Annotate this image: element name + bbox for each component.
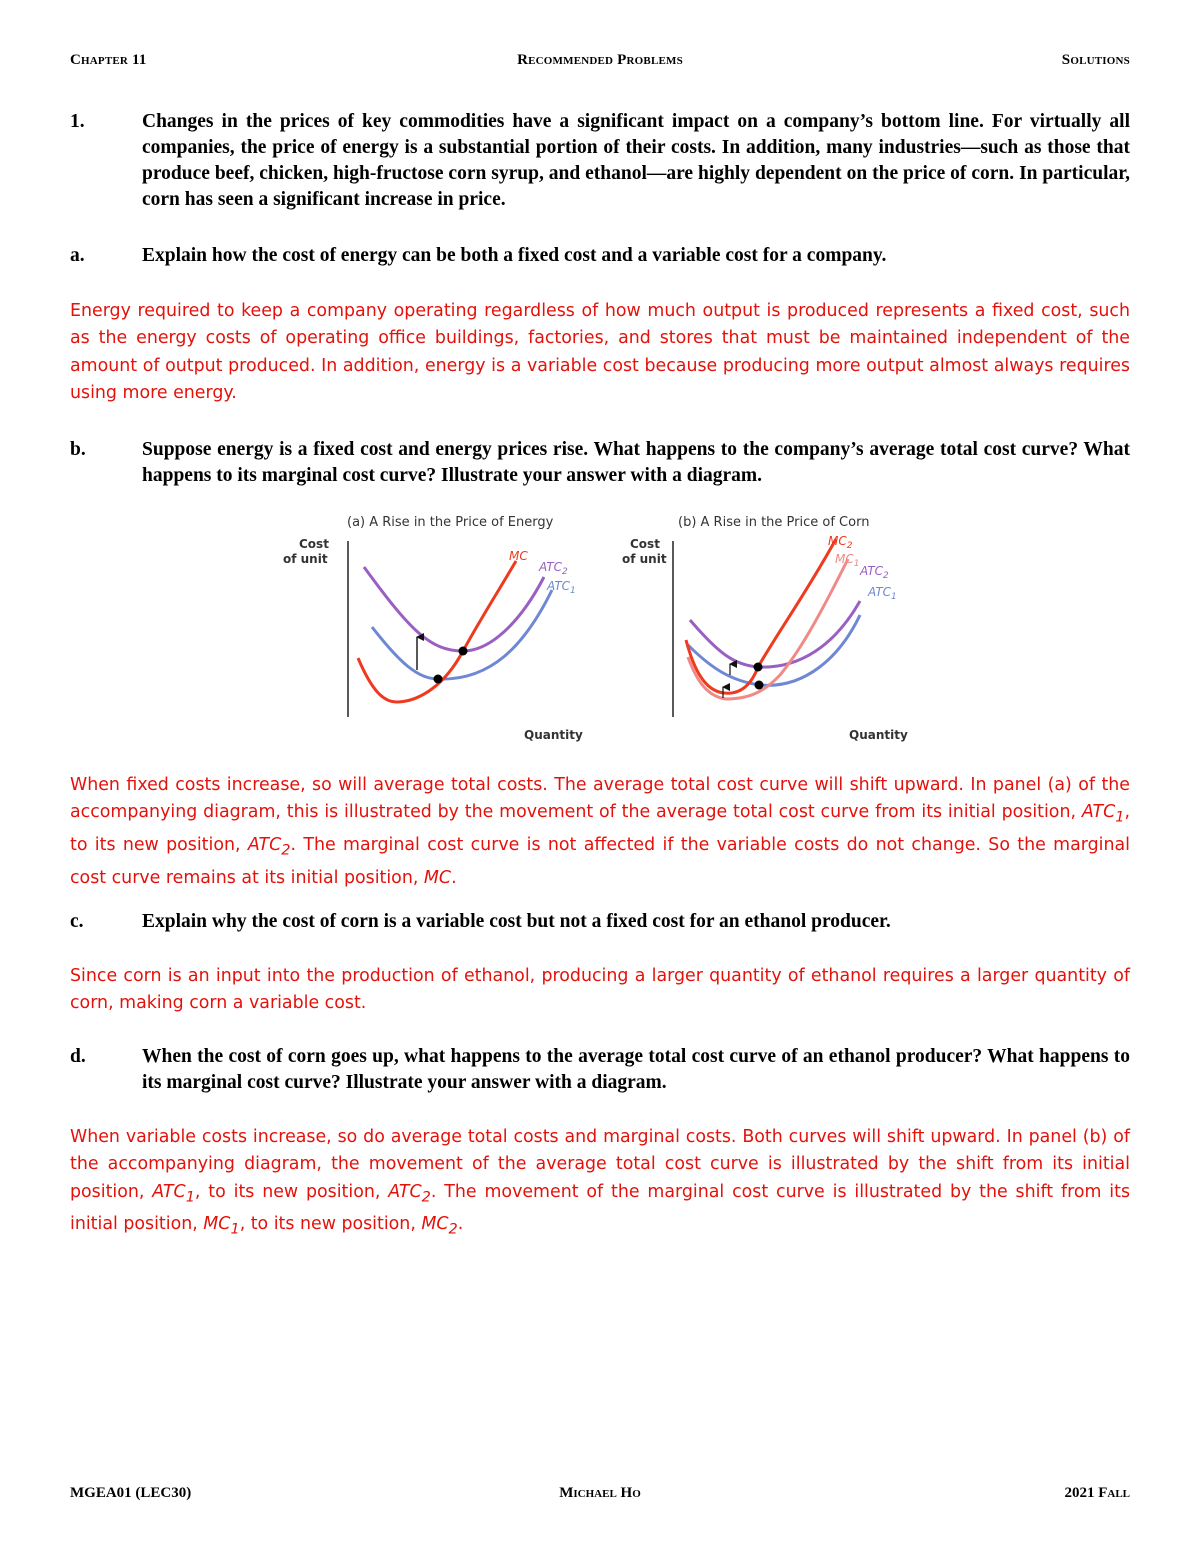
footer-course: MGEA01 (LEC30) [70,1485,192,1501]
part-b-atc2-sub: 2 [281,842,291,859]
panel-b-mc1-curve [688,559,848,699]
part-b-question [70,437,1130,489]
part-b-answer-1: When fixed costs increase, so will average total costs. The average total cost curve will shift upward. In panel (a) of the accompanying diagram, this is illustrated by the movement of the average total cost curve from its initial position, [70,775,1130,823]
part-d-answer-3: . The movement of the marginal cost curve is illustrated by the shift from its initial position, [70,1181,1130,1235]
header-title: Recommended Problems [517,52,683,68]
part-d-atc1: ATC [152,1181,186,1202]
panel-b-atc1-label: $ATC_1$ [868,585,897,602]
footer-year: 2021 [1064,1485,1095,1501]
panel-b-mc1-label: $MC_1$ [835,552,860,569]
panel-b-title: (b) A Rise in the Price of Corn [678,515,870,530]
part-d-answer-4: , to its new position, [239,1214,422,1235]
part-d-question [70,1044,1130,1096]
panel-b-atc2-curve [690,601,860,667]
part-a-label: a. [70,245,85,266]
part-b-atc1-sub: 1 [1115,809,1125,826]
panel-a-atc2-curve [364,567,544,651]
footer-season: Fall [1098,1485,1130,1501]
part-d-answer-5: . [457,1214,464,1235]
part-c-answer: Since corn is an input into the production of ethanol, producing a larger quantity of ethanol requires a larger quantity of corn, making corn a variable cost. [70,966,1130,1014]
part-c-label: c. [70,911,84,932]
panel-a-title: (a) A Rise in the Price of Energy [347,515,554,530]
part-b-answer-3: . The marginal cost curve is not affected if the variable costs do not change. So the marginal cost curve remains at its initial position, [70,835,1130,888]
part-d-mc1-sub: 1 [230,1221,240,1238]
panel-a-atc1-label: $ATC_1$ [547,579,576,596]
panel-a-atc1-min-point [434,675,443,684]
part-a-question [70,243,1130,269]
part-d-atc1-sub: 1 [185,1189,195,1206]
panel-a-mc-label: MC [509,549,528,563]
panel-b-mc2-label: $MC_2$ [828,534,853,551]
part-d-answer [70,1124,1130,1244]
panel-a-ylabel-2: of unit [283,552,328,566]
panel-a-atc2-min-point [459,647,468,656]
panel-a-xlabel: Quantity [524,728,583,742]
part-b-answer-4: . [451,867,457,888]
panel-b [622,515,908,742]
page-header [70,52,1130,72]
page-footer [70,1485,1130,1505]
part-b-label: b. [70,439,86,460]
panel-b-atc2-min-point [754,663,763,672]
part-d-mc1: MC [203,1214,231,1235]
part-d-mc2: MC [421,1214,449,1235]
part-b-answer-2: , to its new position, [70,802,1130,856]
header-solutions: Solutions [1061,52,1130,68]
panel-b-atc1-min-point [755,681,764,690]
question-text: Changes in the prices of key commodities have a significant impact on a company’s bottom line. For virtually all companies, the price of energy is a substantial portion of their costs. In addition, many industries—such as those that produce beef, chicken, high-fructose corn syrup, and ethanol—are highly dependent on the price of corn. In particular, corn has seen a significant increase in price. [142,111,1130,210]
part-d-text: When the cost of corn goes up, what happens to the average total cost curve of an ethanol producer? What happens to its marginal cost curve? Illustrate your answer with a diagram. [142,1046,1130,1093]
part-d-answer-2: , to its new position, [194,1181,389,1202]
panel-b-atc1-curve [688,615,860,685]
panel-a-atc2-label: $ATC_2$ [539,560,568,577]
panel-a-atc1-curve [372,590,552,679]
part-c-question [70,909,1130,935]
question-number: 1. [70,111,85,132]
question-1 [70,109,1130,213]
panel-b-ylabel-2: of unit [622,552,667,566]
footer-instructor: Michael Ho [559,1485,641,1501]
panel-b-xlabel: Quantity [849,728,908,742]
part-b-text: Suppose energy is a fixed cost and energy prices rise. What happens to the company’s average total cost curve? What happens to its marginal cost curve? Illustrate your answer with a diagram. [142,439,1130,486]
part-a-answer: Energy required to keep a company operating regardless of how much output is produced represents a fixed cost, such as the energy costs of operating office buildings, factories, and stores that must be maintained independent of the amount of output produced. In addition, energy is a variable cost because producing more output almost always requires using more energy. [70,301,1130,403]
part-b-atc2: ATC [247,835,282,856]
part-c-text: Explain why the cost of corn is a variable cost but not a fixed cost for an ethanol producer. [142,911,891,932]
panel-b-atc2-label: $ATC_2$ [860,564,889,581]
part-a-text: Explain how the cost of energy can be both a fixed cost and a variable cost for a company. [142,245,887,266]
part-b-answer [70,772,1130,892]
part-d-atc2-sub: 2 [421,1189,431,1206]
header-chapter: Chapter 11 [70,52,147,68]
part-b-atc1: ATC [1081,802,1116,823]
panel-b-ylabel-1: Cost [630,537,660,551]
cost-curves-diagram [280,505,920,750]
part-d-answer-1: When variable costs increase, so do average total costs and marginal costs. Both curves will shift upward. In panel (b) of the accompanying diagram, the movement of the average total cost curve is illustrated by the shift from its initial position, [70,1127,1130,1202]
footer-term [1064,1485,1130,1502]
part-d-label: d. [70,1046,86,1067]
part-d-atc2: ATC [388,1181,422,1202]
part-d-mc2-sub: 2 [448,1221,458,1238]
panel-a-ylabel-1: Cost [299,537,329,551]
part-b-mc: MC [423,867,452,888]
panel-a [283,515,583,742]
